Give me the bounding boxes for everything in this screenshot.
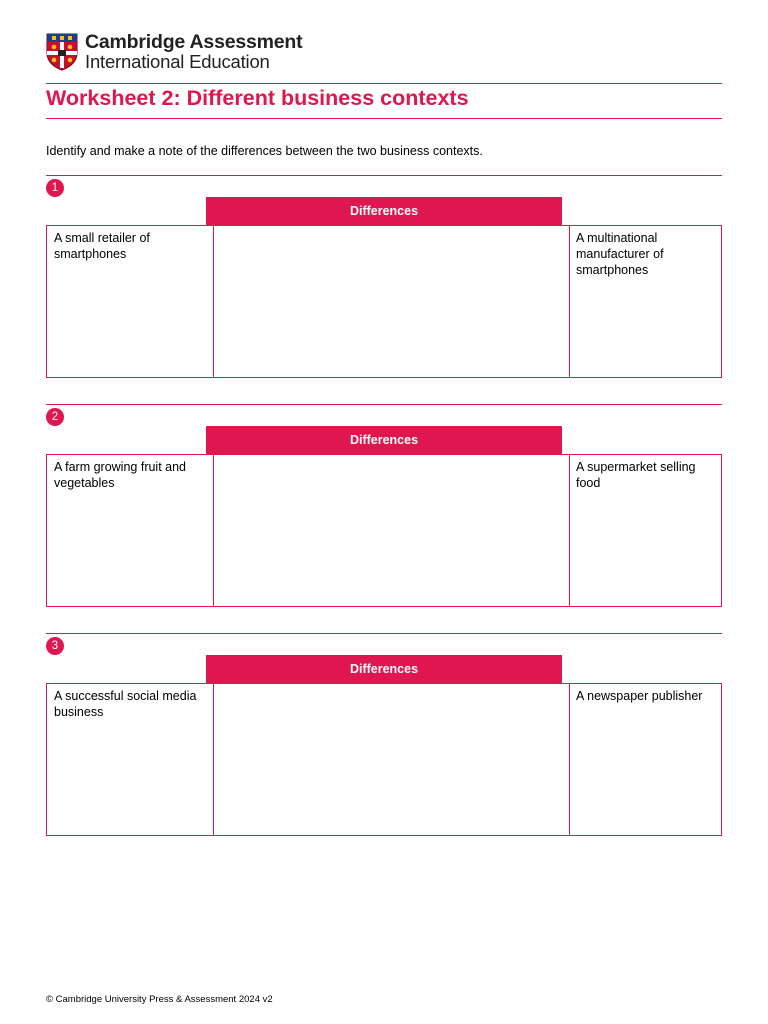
differences-answer-area[interactable]	[214, 455, 570, 606]
logo-line-2: International Education	[85, 51, 270, 72]
right-context-cell: A supermarket selling food	[576, 460, 696, 490]
cambridge-crest-icon	[46, 33, 78, 71]
section-number-badge: 3	[46, 637, 64, 655]
differences-answer-area[interactable]	[214, 684, 570, 835]
right-context-cell: A multinational manufacturer of smartphones	[576, 231, 664, 277]
left-context-cell: A successful social media business	[47, 684, 214, 835]
comparison-table	[46, 454, 722, 607]
title-top-rule	[46, 83, 722, 84]
section-number-badge: 1	[46, 179, 64, 197]
instruction-text: Identify and make a note of the differences between the two business contexts.	[46, 144, 483, 158]
right-context-cell: A newspaper publisher	[576, 689, 703, 703]
differences-answer-area[interactable]	[214, 226, 570, 377]
copyright-footer: © Cambridge University Press & Assessment 2024 v2	[46, 994, 273, 1005]
section-rule	[46, 404, 722, 405]
left-context-cell: A farm growing fruit and vegetables	[47, 455, 214, 606]
differences-header: Differences	[206, 655, 562, 683]
left-context-cell: A small retailer of smartphones	[47, 226, 214, 377]
differences-header: Differences	[206, 426, 562, 454]
cambridge-logo	[46, 32, 302, 72]
comparison-table	[46, 225, 722, 378]
comparison-table	[46, 683, 722, 836]
title-bottom-rule	[46, 118, 722, 119]
page-title: Worksheet 2: Different business contexts	[46, 86, 469, 110]
differences-header: Differences	[206, 197, 562, 225]
section-rule	[46, 633, 722, 634]
logo-line-1: Cambridge Assessment	[85, 31, 303, 53]
section-number-badge: 2	[46, 408, 64, 426]
section-rule	[46, 175, 722, 176]
